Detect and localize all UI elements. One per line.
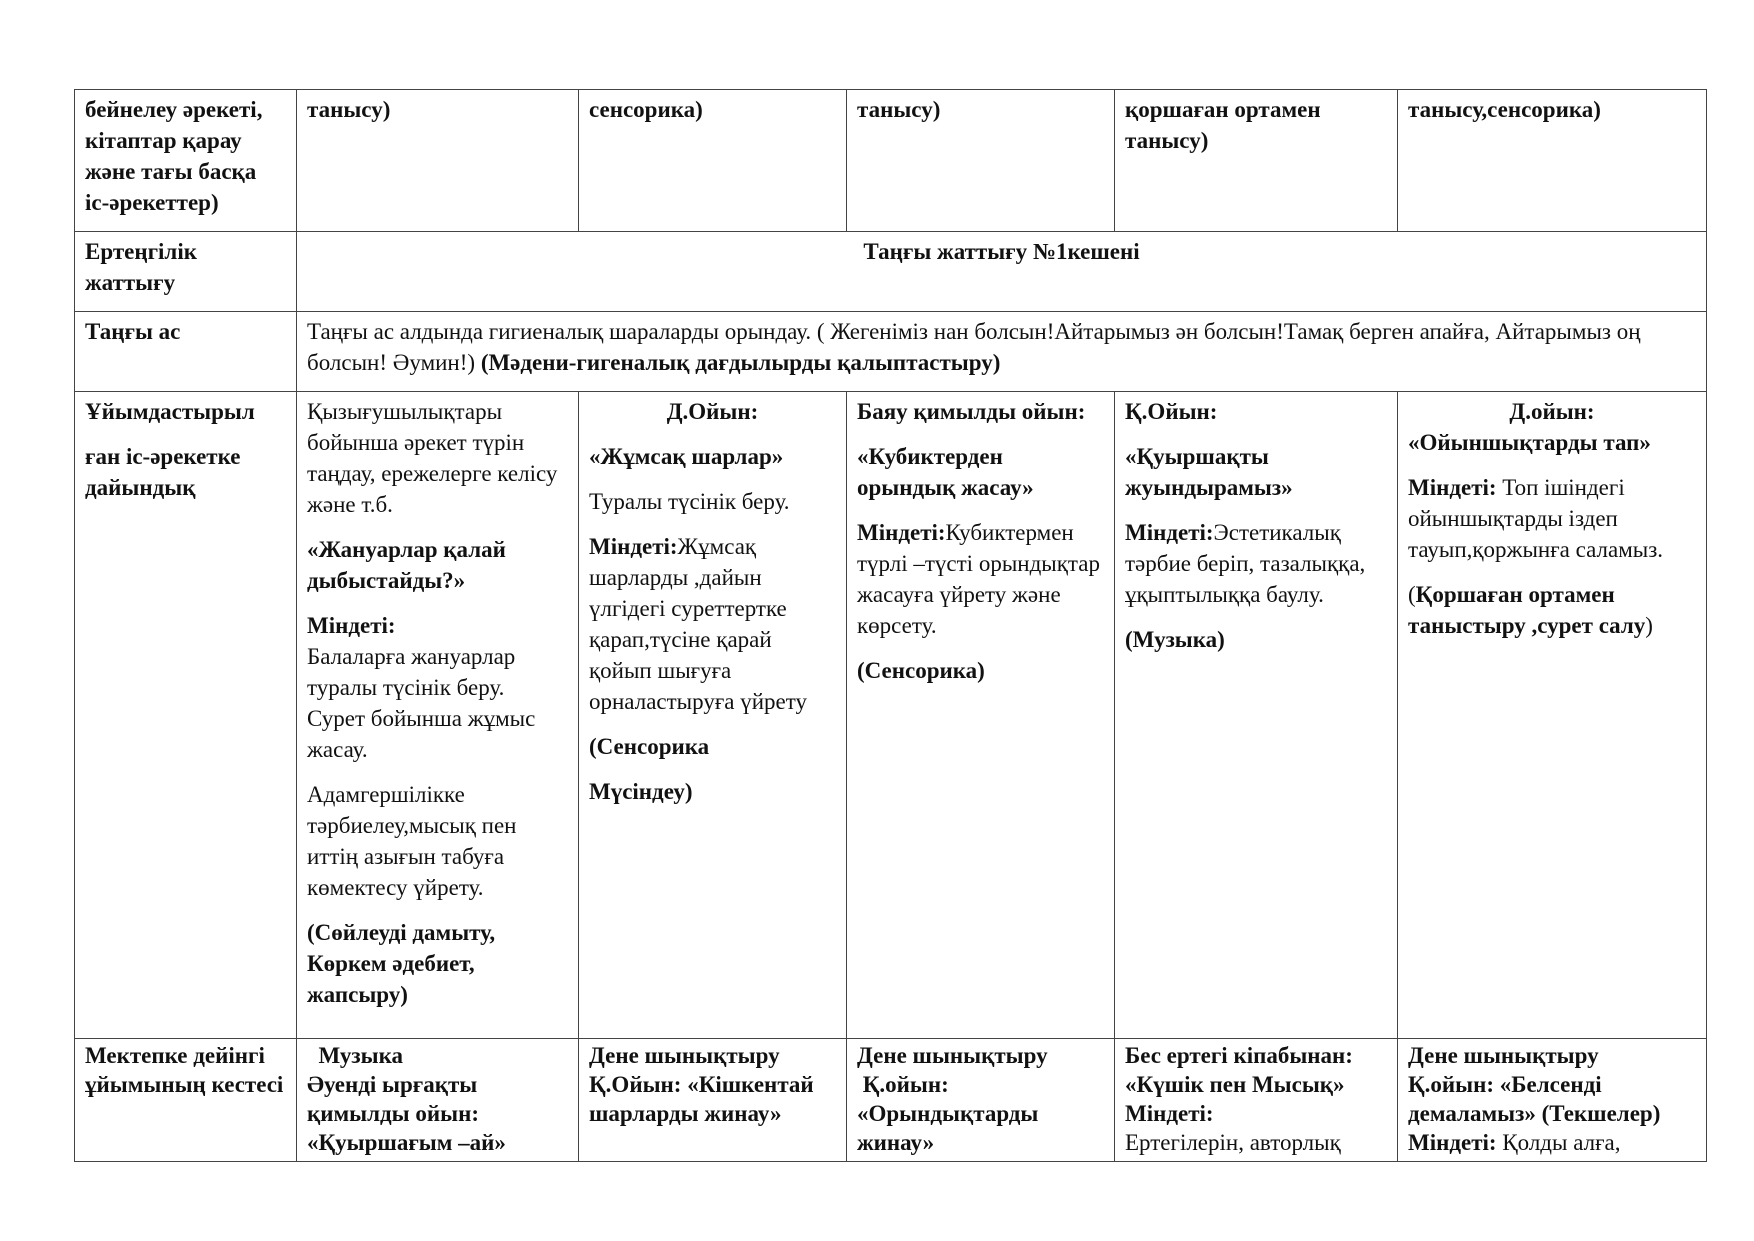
- row1-label-cell: бейнелеу әрекеті, кітаптар қарау және тағы басқа іс-әрекеттер): [75, 90, 297, 232]
- task-text: Эстетикалық тәрбие беріп, тазалыққа, ұқыптылыққа баулу.: [1125, 520, 1366, 607]
- breakfast-skill: (Мәдени-гигеналық дағдылырды қалыптастыру): [480, 350, 1001, 375]
- activity-task: [857, 517, 1104, 641]
- task-text: Қолды алға,: [1496, 1130, 1621, 1155]
- areas-open: (: [1408, 582, 1416, 607]
- row1-cell-3: танысу): [847, 90, 1115, 232]
- activity-areas: Мүсіндеу): [589, 779, 693, 804]
- activity-areas: (Музыка): [1125, 627, 1225, 652]
- activity-title: «Қуыршақты жуындырамыз»: [1125, 444, 1293, 500]
- activity-prep-label: [75, 392, 297, 1039]
- task-label: Міндеті:: [1125, 520, 1214, 545]
- task-label: Міндеті:: [307, 613, 396, 638]
- activity-areas: [1408, 579, 1696, 641]
- activity-task: [1125, 517, 1387, 610]
- schedule-subject: Дене шынықтыру: [1408, 1043, 1599, 1068]
- schedule-game: Қ.ойын: «Белсенді демаламыз» (Текшелер): [1408, 1072, 1661, 1126]
- task-label: Міндеті:: [1408, 475, 1497, 500]
- schedule-cell-1: [297, 1039, 579, 1162]
- task-label: Міндеті:: [857, 520, 946, 545]
- activity-extra: Адамгершілікке тәрбиелеу,мысық пен иттің азығын табуға көмектесу үйрету.: [307, 782, 517, 900]
- activity-title: «Жұмсақ шарлар»: [589, 444, 784, 469]
- activity-title: «Жануарлар қалай дыбыстайды?»: [307, 537, 506, 593]
- schedule-subject: Дене шынықтыру: [589, 1043, 780, 1068]
- breakfast-label: Таңғы ас: [75, 312, 297, 392]
- activity-title: «Ойыншықтарды тап»: [1408, 430, 1651, 455]
- activity-task: [589, 531, 836, 717]
- game-type: Д.Ойын:: [666, 399, 759, 424]
- activity-title: «Кубиктерден орындық жасау»: [857, 444, 1034, 500]
- activity-prep-label-line1: Ұйымдастырыл: [85, 399, 255, 424]
- schedule-subject: Музыка: [307, 1043, 404, 1068]
- task-label: Міндеті:: [589, 534, 678, 559]
- activity-task: [307, 610, 568, 765]
- activity-desc: Туралы түсінік беру.: [589, 489, 790, 514]
- schedule-game: Қ.ойын: «Орындықтарды жинау»: [857, 1072, 1045, 1155]
- schedule-label: Мектепке дейінгі ұйымының кестесі: [75, 1039, 297, 1162]
- schedule-cell-5: [1398, 1039, 1707, 1162]
- activity-areas: (Сенсорика): [857, 658, 985, 683]
- table-row: [75, 1039, 1707, 1162]
- schedule-subject: Бес ертегі кіпабынан: «Күшік пен Мысық»: [1125, 1043, 1353, 1097]
- task-label: Міндеті:: [1125, 1101, 1214, 1126]
- breakfast-text: Таңғы ас алдында гигиеналық шараларды орындау. ( Жегеніміз нан болсын!Айтарымыз ән болсын!Тамақ берген апайға, Айтарымыз оң болсын! Әумин!): [307, 319, 1641, 375]
- activity-cell-3: [847, 392, 1115, 1039]
- activity-cell-5: [1398, 392, 1707, 1039]
- activity-intro: Қызығушылықтары бойынша әрекет түрін таңдау, ережелерге келісу және т.б.: [307, 399, 558, 517]
- table-row: [75, 90, 1707, 232]
- morning-exercise-label: Ертеңгілік жаттығу: [75, 232, 297, 312]
- task-text: Кубиктермен түрлі –түсті орындықтар жасауға үйрету және көрсету.: [857, 520, 1100, 638]
- game-type: Қ.Ойын:: [1125, 399, 1218, 424]
- row1-cell-4: қоршаған ортамен танысу): [1115, 90, 1398, 232]
- task-text: Топ ішіндегі ойыншықтарды іздеп тауып,қоржынға саламыз.: [1408, 475, 1664, 562]
- table-row: [75, 232, 1707, 312]
- task-text: Жұмсақ шарларды ,дайын үлгідегі суреттертке қарап,түсіне қарай қойып шығуға орналастыруға үйрету: [589, 534, 807, 714]
- task-text: Ертегілерін, авторлық: [1125, 1130, 1341, 1155]
- schedule-subject: Дене шынықтыру: [857, 1043, 1048, 1068]
- activity-prep-label-line2: ған іс-әрекетке дайындық: [85, 444, 241, 500]
- areas-text: Қоршаған ортамен таныстыру ,сурет салу: [1408, 582, 1646, 638]
- activity-areas: (Сөйлеуді дамыту, Көркем әдебиет, жапсыру): [307, 920, 496, 1007]
- activity-task: [1408, 1128, 1696, 1157]
- activity-cell-1: [297, 392, 579, 1039]
- activity-cell-4: [1115, 392, 1398, 1039]
- breakfast-content: [297, 312, 1707, 392]
- game-type: Баяу қимылды ойын:: [857, 399, 1086, 424]
- schedule-cell-4: [1115, 1039, 1398, 1162]
- schedule-cell-3: [847, 1039, 1115, 1162]
- morning-exercise-content: Таңғы жаттығу №1кешені: [297, 232, 1707, 312]
- areas-close: ): [1645, 613, 1653, 638]
- game-type: Д.ойын:: [1509, 399, 1595, 424]
- row1-cell-1: танысу): [297, 90, 579, 232]
- activity-cell-2: [579, 392, 847, 1039]
- task-text: Балаларға жануарлар туралы түсінік беру. Сурет бойынша жұмыс жасау.: [307, 644, 536, 762]
- schedule-table: [74, 89, 1707, 1162]
- row1-cell-5: танысу,сенсорика): [1398, 90, 1707, 232]
- table-row: [75, 392, 1707, 1039]
- row1-cell-2: сенсорика): [579, 90, 847, 232]
- activity-task: [1408, 472, 1696, 565]
- schedule-game: Әуенді ырғақты қимылды ойын: «Қуыршағым –ай»: [307, 1072, 506, 1155]
- table-row: [75, 312, 1707, 392]
- task-label: Міндеті:: [1408, 1130, 1497, 1155]
- schedule-game: Қ.Ойын: «Кішкентай шарларды жинау»: [589, 1072, 814, 1126]
- activity-areas: (Сенсорика: [589, 734, 710, 759]
- schedule-cell-2: [579, 1039, 847, 1162]
